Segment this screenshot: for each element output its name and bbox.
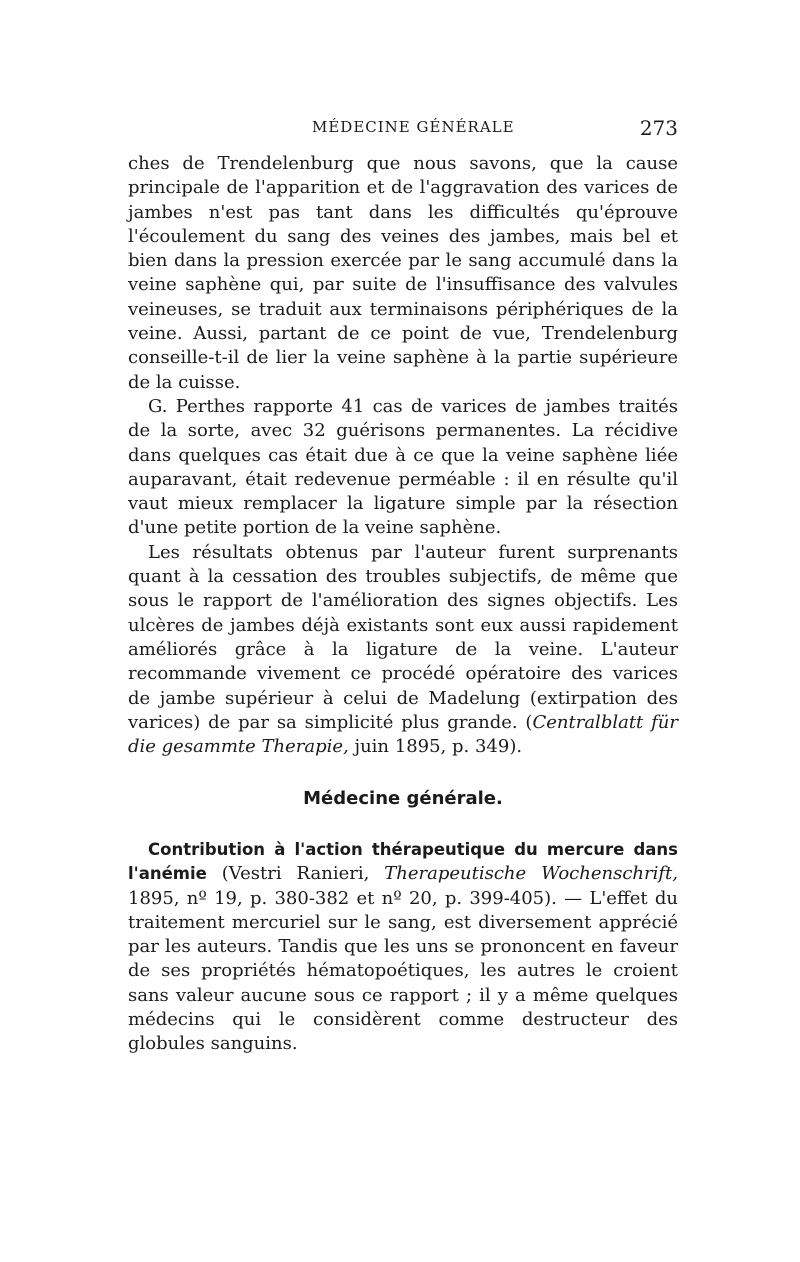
citation-open: (Vestri Ranieri, [206, 863, 385, 885]
running-title: MÉDECINE GÉNÉRALE [312, 118, 515, 136]
citation-details: 1895, nº 19, p. 380-382 et nº 20, p. 399-405). — [128, 887, 590, 909]
source-date: juin 1895, p. 349). [348, 736, 523, 758]
paragraph-results [128, 541, 678, 760]
source-journal: Centralblatt für die gesammte Therapie, [128, 711, 678, 758]
paragraph-trendelenburg: ches de Trendelenburg que nous savons, que la cause principale de l'apparition et de l'aggravation des varices de jambes n'est pas tant dans les difficultés qu'éprouve l'écoulement du sang des veines des jambes, mais bel et bien dans la pression exercée par le sang accumulé dans la veine saphène qui, par suite de l'insuffisance des valvules veineuses, se traduit aux terminaisons périphériques de la veine. Aussi, partant de ce point de vue, Trendelenburg conseille-t-il de lier la veine saphène à la partie supérieure de la cuisse. [128, 153, 678, 393]
article-paragraph [128, 838, 678, 1057]
body-text [128, 152, 678, 759]
article-text [128, 838, 678, 1057]
article-body: L'effet du traitement mercuriel sur le sang, est diversement apprécié par les auteurs. Tandis que les uns se prononcent en faveur de ses propriétés hématopoétiques, les autres le croient sans valeur aucune sous ce rapport ; il y a même quelques médecins qui le considèrent comme destructeur des globules sanguins. [128, 887, 678, 1055]
citation-journal: Therapeutische Wochenschrift, [384, 863, 678, 885]
page-number: 273 [639, 116, 678, 140]
article-title: Contribution à l'action thérapeutique du mercure dans l'anémie [128, 840, 678, 884]
running-head [128, 116, 678, 140]
section-heading: Médecine générale. [303, 788, 503, 809]
results-text: Les résultats obtenus par l'auteur furent surprenants quant à la cessation des troubles subjectifs, de même que sous le rapport de l'amélioration des signes objectifs. Les ulcères de jambes déjà existants sont eux aussi rapidement améliorés grâce à la ligature de la veine. L'auteur recommande vivement ce procédé opératoire des varices de jambe supérieur à celui de Madelung (extirpation des varices) de par sa simplicité plus grande. ( [128, 541, 678, 733]
paragraph-perthes: G. Perthes rapporte 41 cas de varices de jambes traités de la sorte, avec 32 guérisons permanentes. La récidive dans quelques cas était due à ce que la veine saphène liée auparavant, était redevenue perméable : il en résulte qu'il vaut mieux remplacer la ligature simple par la résection d'une petite portion de la veine saphène. [128, 395, 678, 539]
